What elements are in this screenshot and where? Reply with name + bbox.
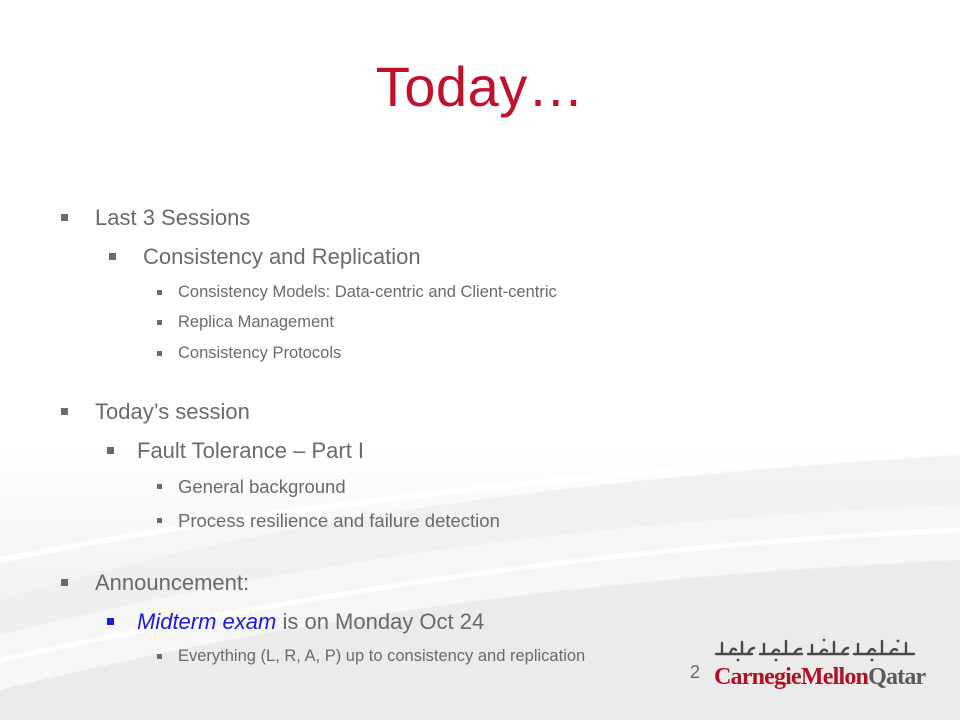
bullet-consistency-models — [178, 283, 557, 302]
bullet-text: Last 3 Sessions — [95, 205, 251, 230]
bullet-text: Consistency Protocols — [178, 344, 342, 362]
bullet-text: Replica Management — [178, 313, 334, 331]
bullet-text: Everything (L, R, A, P) up to consistency and replication — [178, 647, 586, 665]
square-bullet-icon — [157, 518, 162, 523]
english-wordmark: CarnegieMellonQatar — [714, 664, 926, 690]
square-bullet-icon — [61, 214, 68, 221]
bullet-text: Consistency and Replication — [143, 244, 421, 269]
square-bullet-icon — [107, 618, 114, 625]
page-number: 2 — [690, 662, 701, 682]
bullet-fault-tolerance — [137, 438, 364, 464]
bullet-replica-management — [178, 313, 334, 332]
bullet-consistency-protocols — [178, 344, 341, 363]
square-bullet-icon — [157, 484, 162, 489]
square-bullet-icon — [157, 320, 162, 325]
bullet-text: Consistency Models: Data-centric and Client-centric — [178, 283, 557, 301]
midterm-highlight: Midterm exam — [137, 609, 277, 634]
bullet-midterm — [137, 609, 484, 635]
square-bullet-icon — [107, 447, 114, 454]
bullet-exam-scope — [178, 647, 585, 666]
square-bullet-icon — [157, 290, 162, 295]
bullet-text: General background — [178, 476, 346, 497]
bullet-announcement — [95, 570, 249, 596]
cmu-qatar-logo — [712, 636, 926, 696]
square-bullet-icon — [61, 579, 68, 586]
bullet-last-sessions — [95, 205, 250, 231]
bullet-general-background — [178, 476, 346, 498]
bullet-todays-session — [95, 399, 250, 425]
arabic-wordmark — [712, 636, 918, 664]
bullet-text: Fault Tolerance – Part I — [137, 438, 365, 463]
bullet-text: Today’s session — [95, 399, 250, 424]
bullet-text: Process resilience and failure detection — [178, 510, 500, 531]
square-bullet-icon — [157, 351, 162, 356]
bullet-consistency-replication — [143, 244, 421, 270]
slide-title: Today… — [375, 55, 585, 118]
square-bullet-icon — [61, 408, 68, 415]
bullet-text: Announcement: — [95, 570, 250, 595]
square-bullet-icon — [109, 253, 116, 260]
square-bullet-icon — [157, 654, 162, 659]
bullet-process-resilience — [178, 510, 500, 532]
midterm-date-text: is on Monday Oct 24 — [276, 609, 485, 634]
